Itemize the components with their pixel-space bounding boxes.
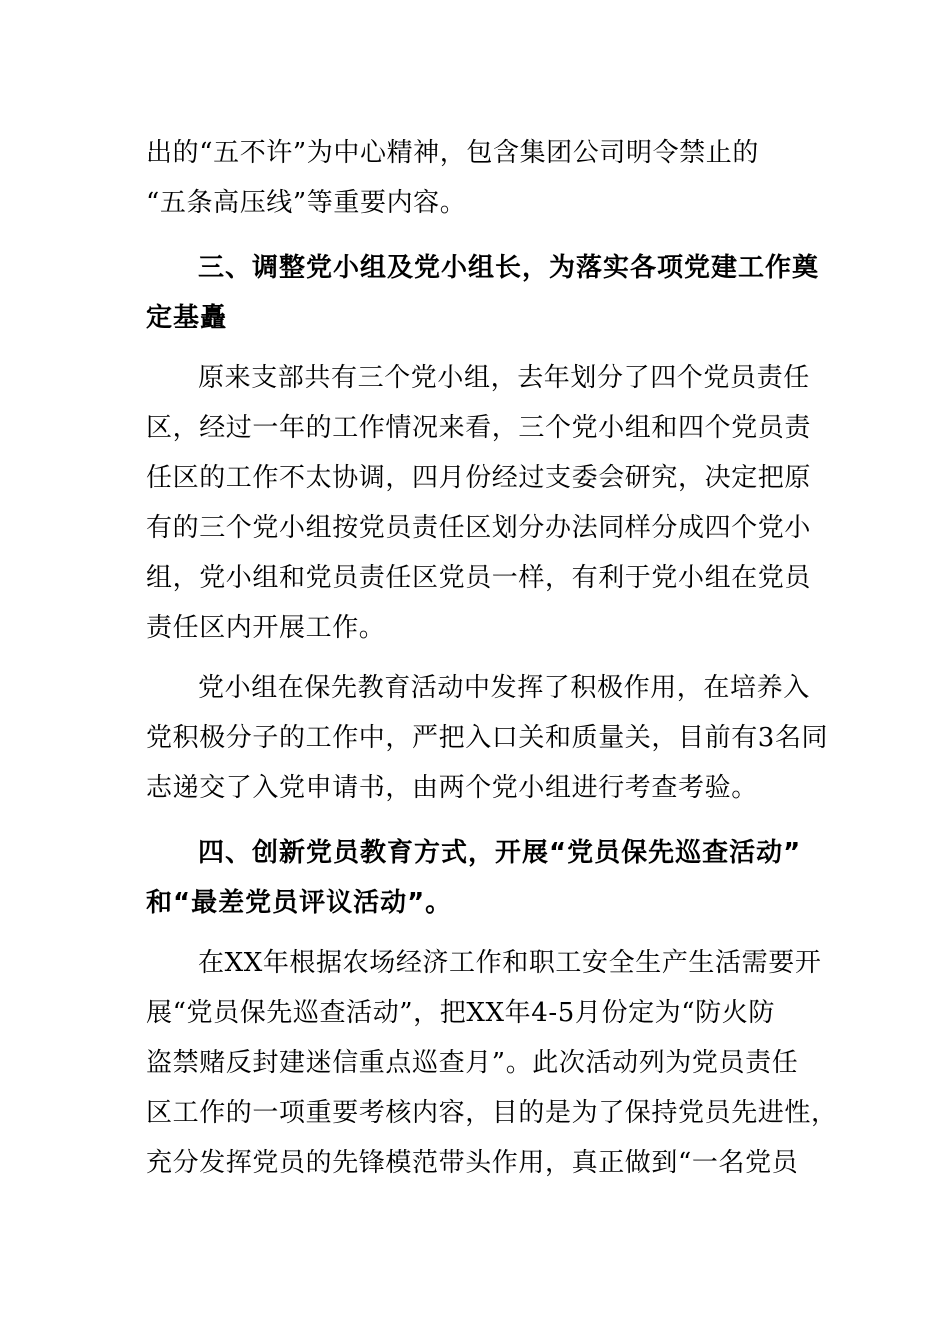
body-text-line: 在XX年根据农场经济工作和职工安全生产生活需要开 (198, 948, 822, 978)
body-text-line: “五条高压线”等重要内容。 (146, 188, 467, 218)
body-text-line: 区，经过一年的工作情况来看，三个党小组和四个党员责 (146, 413, 812, 443)
body-text-line: 志递交了入党申请书，由两个党小组进行考查考验。 (146, 773, 758, 803)
body-text-line: 盗禁赌反封建迷信重点巡查月”。此次活动列为党员责任 (146, 1048, 799, 1078)
section-heading-4: 四、创新党员教育方式，开展“党员保先巡查活动” (198, 838, 802, 868)
body-text-line: 党积极分子的工作中，严把入口关和质量关，目前有3名同 (146, 723, 829, 753)
body-text-line: 出的“五不许”为中心精神，包含集团公司明令禁止的 (146, 138, 759, 168)
body-text-line: 充分发挥党员的先锋模范带头作用，真正做到“一名党员 (146, 1148, 799, 1178)
section-heading-3: 三、调整党小组及党小组长，为落实各项党建工作奠 (198, 253, 820, 283)
body-text-line: 党小组在保先教育活动中发挥了积极作用，在培养入 (198, 673, 810, 703)
body-text-line: 区工作的一项重要考核内容，目的是为了保持党员先进性， (146, 1098, 838, 1128)
body-text-line: 组，党小组和党员责任区党员一样，有利于党小组在党员 (146, 563, 812, 593)
body-text-line: 任区的工作不太协调，四月份经过支委会研究，决定把原 (146, 463, 812, 493)
section-heading-3-cont: 定基矗 (146, 303, 228, 333)
body-text-line: 责任区内开展工作。 (146, 613, 386, 643)
body-text-line: 有的三个党小组按党员责任区划分办法同样分成四个党小 (146, 513, 812, 543)
body-text-line: 原来支部共有三个党小组，去年划分了四个党员责任 (198, 363, 810, 393)
body-text-line: 展“党员保先巡查活动”，把XX年4-5月份定为“防火防 (146, 998, 775, 1028)
section-heading-4-cont: 和“最差党员评议活动”。 (146, 888, 453, 918)
